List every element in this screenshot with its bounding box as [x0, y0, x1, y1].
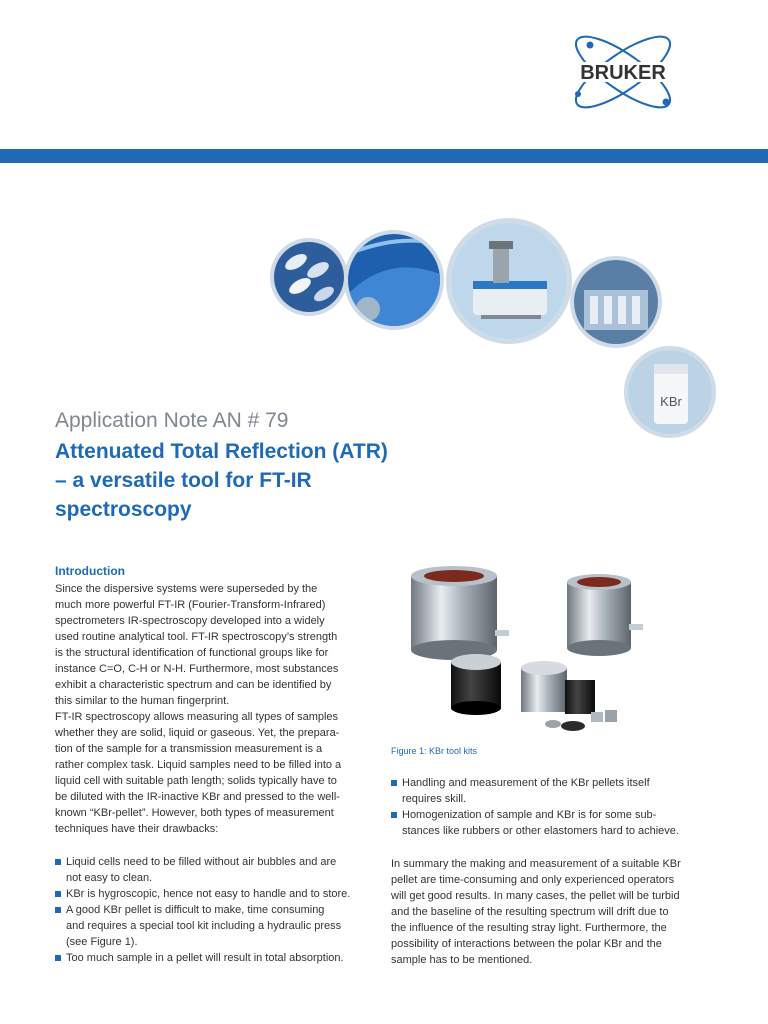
- list-item-line: (see Figure 1).: [66, 936, 138, 948]
- summary-line: the influence of the resulting stray light. Furthermore, the: [391, 922, 667, 934]
- intro-line: be diluted with the IR-inactive KBr and pressed to the well-: [55, 791, 340, 803]
- summary-line: possibility of interactions between the polar KBr and the: [391, 938, 662, 950]
- intro-line: this similar to the human fingerprint.: [55, 695, 230, 707]
- kbr-tool-kits-figure: [391, 562, 659, 742]
- introduction-body: [55, 581, 375, 837]
- document-title: [55, 437, 475, 524]
- intro-line: liquid cell with suitable path length; solids typically have to: [55, 775, 337, 787]
- summary-line: and the baseline of the resulting spectrum will drift due to: [391, 906, 669, 918]
- intro-line: tion of the sample for a transmission measurement is a: [55, 743, 323, 755]
- intro-line: known “KBr-pellet”. However, both types of measurement: [55, 807, 334, 819]
- list-item: [55, 950, 377, 966]
- title-line: spectroscopy: [55, 498, 192, 521]
- list-item-line: Liquid cells need to be filled without air bubbles and are: [66, 856, 337, 868]
- list-item-line: KBr is hygroscopic, hence not easy to handle and to store.: [66, 888, 351, 900]
- intro-line: whether they are solid, liquid or gaseous. Yet, the prepara-: [55, 727, 340, 739]
- intro-line: rather complex task. Liquid samples need to be filled into a: [55, 759, 342, 771]
- summary-line: sample has to be mentioned.: [391, 954, 533, 966]
- kbr-drawbacks-list: [391, 775, 713, 839]
- summary-paragraph: [391, 856, 721, 968]
- summary-line: In summary the making and measurement of a suitable KBr: [391, 858, 681, 870]
- list-item-line: stances like rubbers or other elastomers hard to achieve.: [402, 825, 679, 837]
- kbr-jar-label: KBr: [660, 394, 682, 409]
- introduction-heading: Introduction: [55, 564, 125, 578]
- list-item: [55, 886, 377, 902]
- intro-line: spectrometers IR-spectroscopy developed into a widely: [55, 615, 325, 627]
- drawbacks-list: [55, 854, 377, 966]
- summary-line: pellet are time-consuming and only experienced operators: [391, 874, 675, 886]
- list-item-line: not easy to clean.: [66, 872, 153, 884]
- list-item-line: A good KBr pellet is difficult to make, time consuming: [66, 904, 325, 916]
- list-item-line: Homogenization of sample and KBr is for some sub-: [402, 809, 657, 821]
- header-bar: [0, 149, 768, 163]
- title-line: Attenuated Total Reflection (ATR): [55, 440, 388, 463]
- list-item-line: requires skill.: [402, 793, 467, 805]
- list-item: [55, 854, 377, 886]
- application-note-number: Application Note AN # 79: [55, 409, 289, 432]
- list-item: [391, 807, 713, 839]
- intro-line: exhibit a characteristic spectrum and can be identified by: [55, 679, 332, 691]
- intro-line: Since the dispersive systems were superseded by the: [55, 583, 318, 595]
- intro-line: techniques have their drawbacks:: [55, 823, 219, 835]
- kbr-jar-image: [624, 346, 716, 438]
- summary-line: will get good results. In many cases, the pellet will be turbid: [391, 890, 680, 902]
- bruker-logo: [548, 32, 698, 114]
- list-item-line: and requires a special tool kit including a hydraulic press: [66, 920, 342, 932]
- logo-text: BRUKER: [580, 62, 666, 84]
- polymer-film-image: [344, 230, 444, 330]
- list-item: [55, 902, 377, 950]
- list-item-line: Too much sample in a pellet will result in total absorption.: [66, 952, 344, 964]
- title-line: – a versatile tool for FT-IR: [55, 469, 312, 492]
- intro-line: FT-IR spectroscopy allows measuring all types of samples: [55, 711, 339, 723]
- intro-line: used routine analytical tool. FT-IR spectroscopy’s strength: [55, 631, 338, 643]
- laboratory-image: [570, 256, 662, 348]
- intro-line: much more powerful FT-IR (Fourier-Transform-Infrared): [55, 599, 326, 611]
- list-item-line: Handling and measurement of the KBr pellets itself: [402, 777, 650, 789]
- intro-line: instance C=O, C-H or N-H. Furthermore, most substances: [55, 663, 339, 675]
- spectrometer-image: [446, 218, 572, 344]
- figure-caption: Figure 1: KBr tool kits: [391, 746, 478, 756]
- list-item: [391, 775, 713, 807]
- intro-line: is the structural identification of functional groups like for: [55, 647, 329, 659]
- pills-image: [270, 238, 348, 316]
